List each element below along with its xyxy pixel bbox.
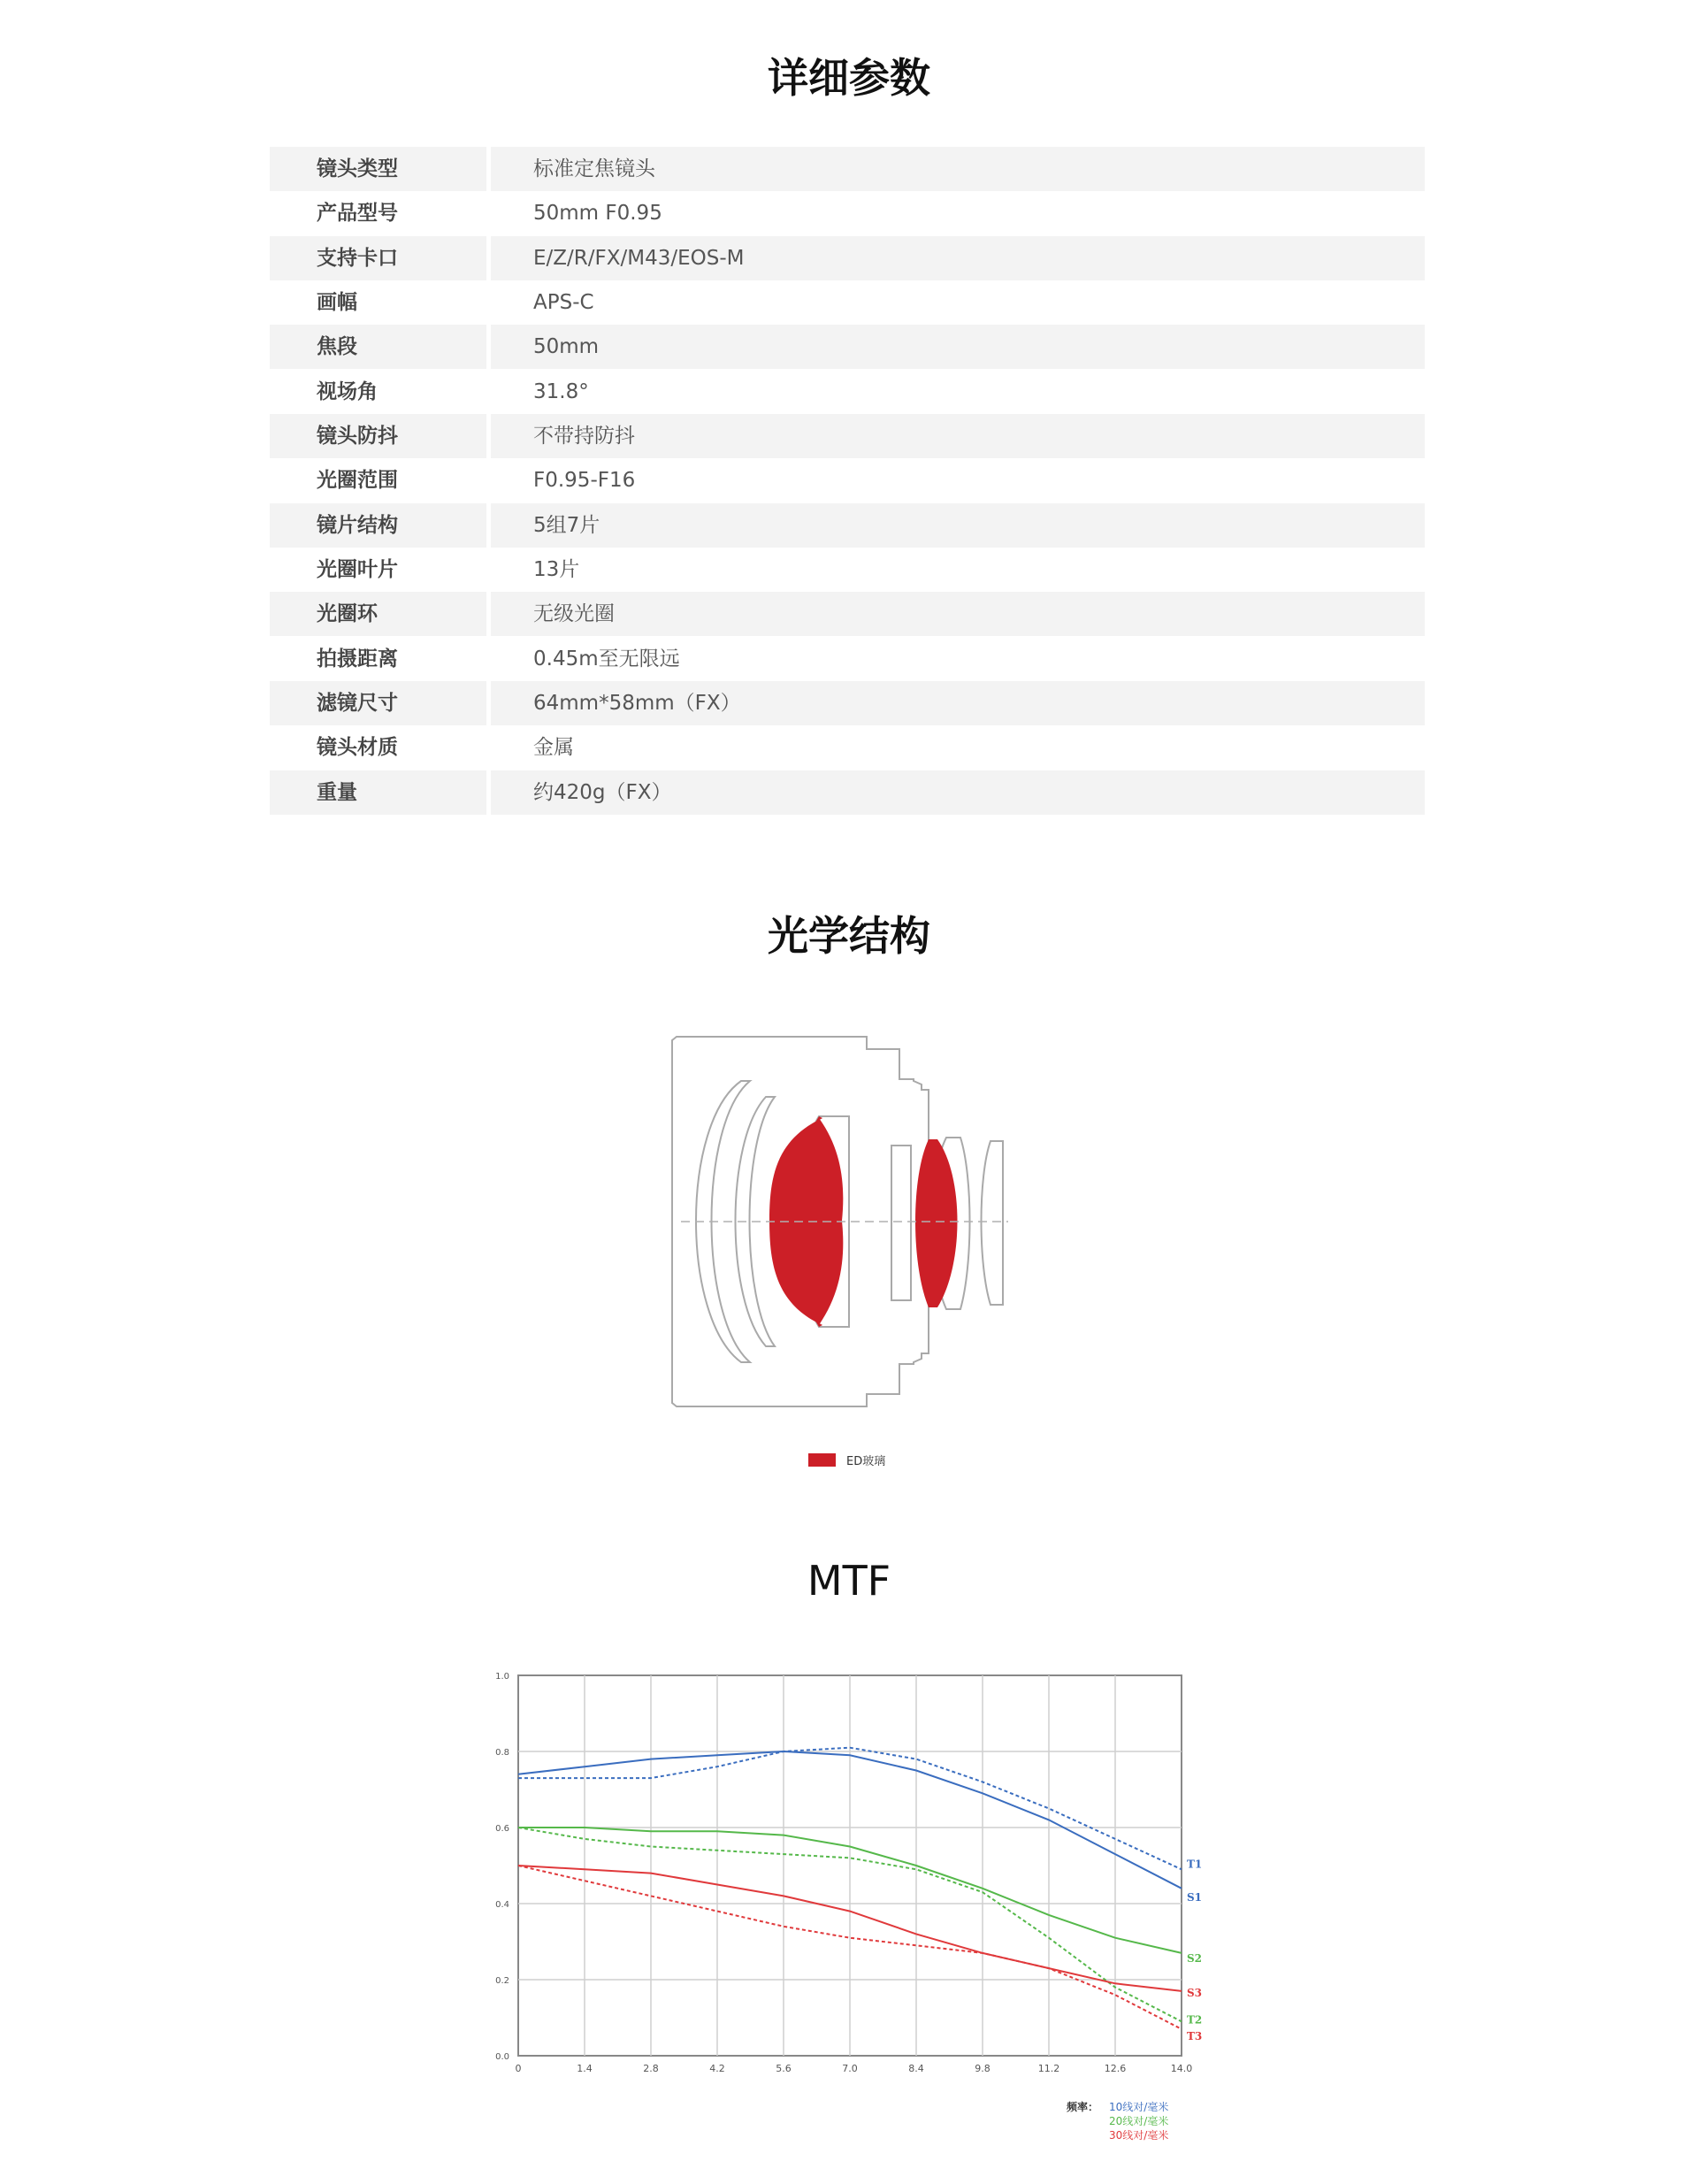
x-tick-label: 2.8 (643, 2063, 659, 2074)
series-label-t2: T2 (1187, 2013, 1203, 2027)
spec-value: 无级光圈 (491, 592, 1425, 636)
spec-key: 滤镜尺寸 (270, 681, 486, 725)
mtf-chart (460, 1654, 1220, 2150)
spec-value: 不带持防抖 (491, 414, 1425, 458)
specs-table (270, 147, 1425, 815)
mtf-legend-item: 10线对/毫米 (1109, 2101, 1169, 2113)
y-tick-label: 0.6 (495, 1824, 509, 1834)
spec-key: 焦段 (270, 325, 486, 369)
x-tick-label: 14.0 (1170, 2063, 1193, 2074)
y-tick-label: 0.4 (495, 1900, 509, 1910)
y-tick-label: 1.0 (495, 1672, 509, 1682)
x-tick-label: 4.2 (709, 2063, 725, 2074)
x-tick-label: 9.8 (975, 2063, 990, 2074)
spec-value: F0.95-F16 (533, 469, 636, 493)
spec-row (270, 770, 1425, 815)
ed-glass-label: ED玻璃 (846, 1455, 886, 1468)
optical-structure-diagram (646, 1000, 1044, 1424)
spec-key: 镜头类型 (270, 147, 486, 191)
spec-value: 31.8° (533, 379, 589, 403)
spec-key: 重量 (270, 770, 486, 815)
spec-value: 0.45m至无限远 (533, 647, 680, 671)
spec-value: E/Z/R/FX/M43/EOS-M (491, 236, 1425, 280)
x-tick-label: 1.4 (577, 2063, 593, 2074)
spec-value: APS-C (533, 291, 594, 315)
spec-key: 画幅 (317, 291, 357, 315)
spec-row (270, 370, 1425, 414)
x-tick-label: 0 (515, 2063, 522, 2074)
spec-row (270, 236, 1425, 280)
mtf-legend-item: 20线对/毫米 (1109, 2115, 1169, 2127)
spec-value: 64mm*58mm（FX） (491, 681, 1425, 725)
spec-row (270, 280, 1425, 325)
x-tick-label: 11.2 (1037, 2063, 1060, 2074)
spec-value: 5组7片 (491, 503, 1425, 548)
spec-row (270, 503, 1425, 548)
spec-key: 镜片结构 (270, 503, 486, 548)
mtf-legend-item: 30线对/毫米 (1109, 2129, 1169, 2142)
series-label-s3: S3 (1187, 1986, 1203, 1999)
x-tick-label: 8.4 (908, 2063, 924, 2074)
spec-row (270, 548, 1425, 592)
spec-row (270, 191, 1425, 235)
spec-row (270, 458, 1425, 502)
spec-key: 支持卡口 (270, 236, 486, 280)
spec-key: 镜头防抖 (270, 414, 486, 458)
y-tick-label: 0.0 (495, 2052, 509, 2062)
spec-key: 镜头材质 (317, 736, 398, 760)
mtf-title: MTF (807, 1557, 891, 1605)
optics-legend (808, 1452, 885, 1468)
series-label-t1: T1 (1187, 1858, 1203, 1871)
ed-glass-swatch (808, 1453, 836, 1467)
x-tick-label: 5.6 (776, 2063, 792, 2074)
spec-row (270, 325, 1425, 369)
ed-glass-element-3 (915, 1139, 958, 1307)
specs-title: 详细参数 (768, 54, 930, 102)
spec-row (270, 592, 1425, 636)
y-tick-label: 0.2 (495, 1976, 509, 1986)
y-tick-label: 0.8 (495, 1748, 509, 1758)
series-label-s1: S1 (1187, 1890, 1203, 1904)
spec-key: 光圈叶片 (317, 558, 398, 582)
x-tick-label: 7.0 (842, 2063, 858, 2074)
lens-element-8 (982, 1141, 1004, 1305)
lens-element-6 (891, 1146, 911, 1300)
spec-value: 50mm (491, 325, 1425, 369)
optics-title: 光学结构 (768, 912, 930, 960)
spec-value: 金属 (533, 736, 574, 760)
spec-value: 标准定焦镜头 (491, 147, 1425, 191)
spec-row (270, 725, 1425, 770)
series-label-s2: S2 (1187, 1951, 1203, 1965)
x-tick-label: 12.6 (1104, 2063, 1127, 2074)
mtf-legend-title: 频率： (1067, 2101, 1099, 2113)
spec-row (270, 147, 1425, 191)
spec-key: 视场角 (317, 379, 378, 403)
spec-value: 50mm F0.95 (533, 202, 662, 226)
series-label-t3: T3 (1187, 2029, 1203, 2042)
spec-row (270, 637, 1425, 681)
spec-value: 13片 (533, 558, 580, 582)
spec-key: 拍摄距离 (317, 647, 398, 671)
spec-key: 产品型号 (317, 202, 398, 226)
spec-key: 光圈范围 (317, 469, 398, 493)
spec-row (270, 414, 1425, 458)
spec-value: 约420g（FX） (491, 770, 1425, 815)
spec-key: 光圈环 (270, 592, 486, 636)
spec-row (270, 681, 1425, 725)
